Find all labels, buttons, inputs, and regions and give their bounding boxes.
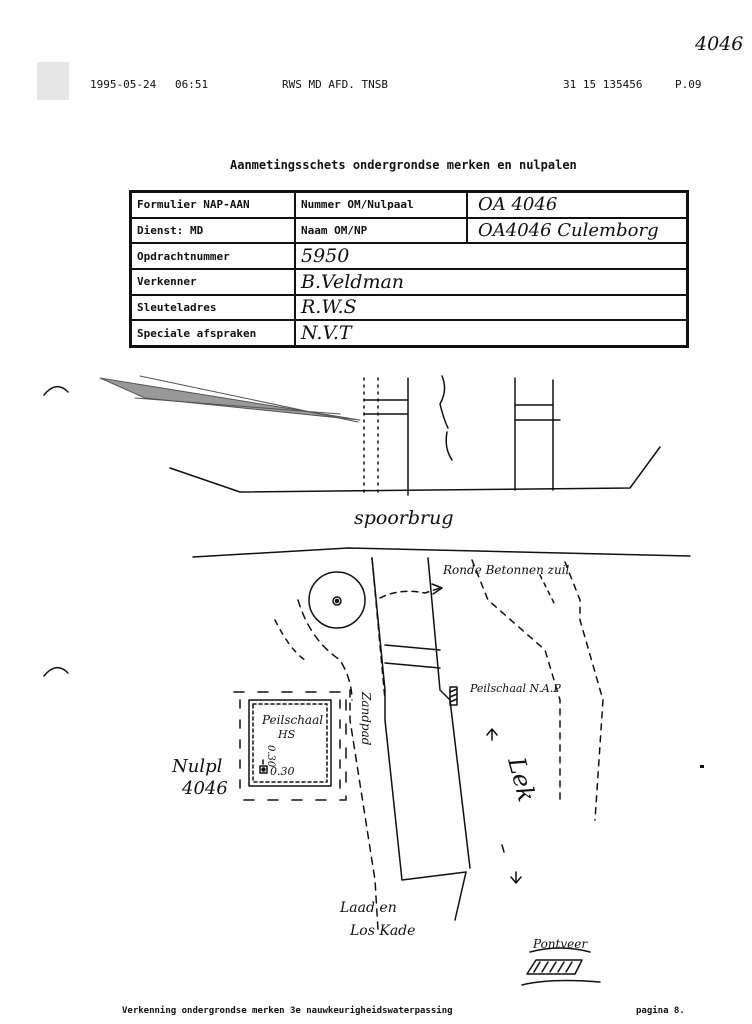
nulpaal-number: 4046 <box>182 778 228 799</box>
nulpaal-label: Nulpl <box>172 756 223 777</box>
form-mid-label: Nummer OM/Nulpaal <box>295 192 467 218</box>
round-column <box>309 572 365 628</box>
bridge-lower-edge <box>193 548 690 557</box>
arrow-icon <box>511 872 521 883</box>
footer-text: Verkenning ondergrondse merken 3e nauwkeurigheidswaterpassing <box>122 1006 453 1016</box>
registration-form <box>129 190 689 348</box>
column-label: Ronde Betonnen zuil <box>443 563 570 577</box>
fax-page-number: P.09 <box>675 78 702 91</box>
form-value: N.V.T <box>295 320 688 346</box>
gauge-hs-box <box>234 692 346 800</box>
fax-phone: 31 15 135456 <box>563 78 643 91</box>
gauge-nap-icon <box>450 687 457 705</box>
form-row <box>131 269 688 295</box>
site-sketch <box>0 360 752 1000</box>
form-value: OA4046 Culemborg <box>467 218 688 244</box>
form-mid-label: Naam OM/NP <box>295 218 467 244</box>
gauge-nap-label: Peilschaal N.A.P <box>470 682 561 695</box>
form-label: Opdrachtnummer <box>131 243 296 269</box>
ferry-label: Pontveer <box>533 937 588 951</box>
form-value: 5950 <box>295 243 688 269</box>
bridge-upper-edge <box>170 447 660 492</box>
form-value: OA 4046 <box>467 192 688 218</box>
distance-horizontal: 0.30 <box>270 765 295 778</box>
footer-page: pagina 8. <box>636 1006 685 1016</box>
fax-time: 06:51 <box>175 78 209 91</box>
form-label: Sleuteladres <box>131 295 296 321</box>
hole-mark <box>44 668 68 676</box>
form-value: R.W.S <box>295 295 688 321</box>
form-row <box>131 295 688 321</box>
form-row <box>131 243 688 269</box>
form-label: Speciale afspraken <box>131 320 296 346</box>
scan-speck <box>700 765 704 768</box>
arrow-icon <box>487 729 497 740</box>
path-label: Zandpad <box>359 692 373 746</box>
hole-mark <box>44 387 68 395</box>
bridge-label: spoorbrug <box>354 507 454 529</box>
document-title: Aanmetingsschets ondergrondse merken en nulpalen <box>230 158 577 172</box>
quay-label: Laad en <box>340 900 397 916</box>
form-row <box>131 320 688 346</box>
pencil-smudge <box>100 376 360 422</box>
fax-date: 1995-05-24 <box>90 78 157 91</box>
distance-vertical: 0.30 <box>265 745 276 768</box>
gauge-hs-label: Peilschaal <box>262 713 324 727</box>
ferry-icon <box>522 948 600 985</box>
form-label: Verkenner <box>131 269 296 295</box>
form-label: Formulier NAP-AAN <box>131 192 296 218</box>
river-label: Lek <box>502 754 541 805</box>
tick-mark <box>502 845 504 852</box>
document-number: 4046 <box>695 33 744 55</box>
gauge-hs-sublabel: HS <box>278 728 296 741</box>
form-value: B.Veldman <box>295 269 688 295</box>
road-lines-upper <box>364 376 560 495</box>
form-label: Dienst: MD <box>131 218 296 244</box>
fax-sender: RWS MD AFD. TNSB <box>282 78 388 91</box>
quay-sublabel: Los Kade <box>350 923 416 939</box>
form-row <box>131 192 688 218</box>
scan-punch-mark <box>37 62 69 100</box>
form-row <box>131 218 688 244</box>
